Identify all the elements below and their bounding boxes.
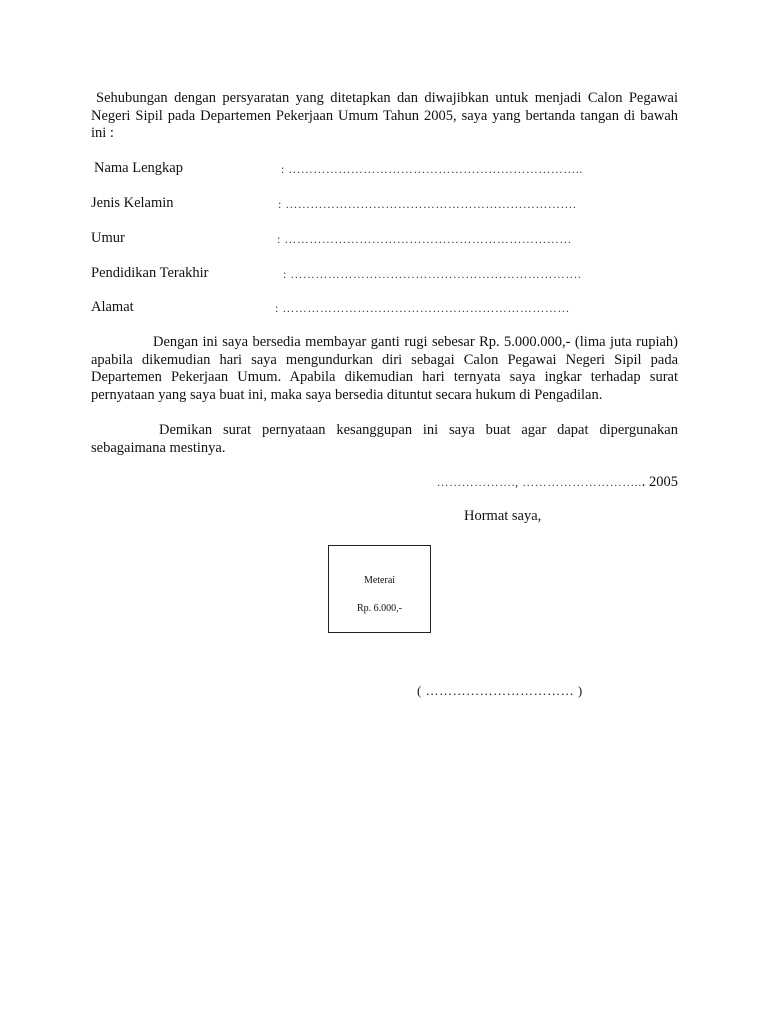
field-label-nama-lengkap: Nama Lengkap [94, 160, 183, 176]
stamp-label: Meterai [363, 575, 396, 586]
field-label-jenis-kelamin: Jenis Kelamin [91, 195, 174, 211]
date-dots: ……………………….. [522, 475, 642, 489]
field-dots-jenis-kelamin: : ……………………………………………………………. [278, 197, 577, 211]
date-line [437, 474, 678, 491]
field-label-alamat: Alamat [91, 299, 134, 315]
closing-greeting: Hormat saya, [464, 508, 542, 524]
intro-paragraph: Sehubungan dengan persyaratan yang ditetapkan dan diwajibkan untuk menjadi Calon Pegawai Negeri Sipil pada Departemen Pekerjaan Umum Tahun 2005, saya yang bertanda tangan di bawah ini : [91, 90, 678, 141]
field-dots-pendidikan-terakhir: : ……………………………………………………………. [283, 267, 582, 281]
field-label-pendidikan-terakhir: Pendidikan Terakhir [91, 265, 209, 281]
field-dots-alamat: : …………………………………………………………… [275, 301, 570, 315]
date-place-dots: ………………., [436, 475, 519, 489]
field-label-umur: Umur [91, 230, 125, 246]
closing-statement-paragraph: Demikan surat pernyataan kesanggupan ini saya buat agar dapat dipergunakan sebagaimana mestinya. [91, 422, 678, 456]
statement-paragraph: Dengan ini saya bersedia membayar ganti rugi sebesar Rp. 5.000.000,- (lima juta rupiah) apabila dikemudian hari saya mengundurkan diri sebagai Calon Pegawai Negeri Sipil pada Departemen Pekerjaan Umum. Apabila dikemudian hari ternyata saya ingkar terhadap surat pernyataan yang saya buat ini, maka saya bersedia dituntut secara hukum di Pengadilan. [91, 334, 678, 403]
field-dots-umur: : …………………………………………………………… [277, 232, 572, 246]
date-year: . 2005 [641, 474, 678, 490]
field-dots-nama-lengkap: : …………………………………………………………….. [281, 162, 583, 176]
signature-line: ( …………………………… ) [417, 683, 583, 698]
stamp-value: Rp. 6.000,- [357, 603, 402, 614]
stamp-box [328, 545, 431, 633]
